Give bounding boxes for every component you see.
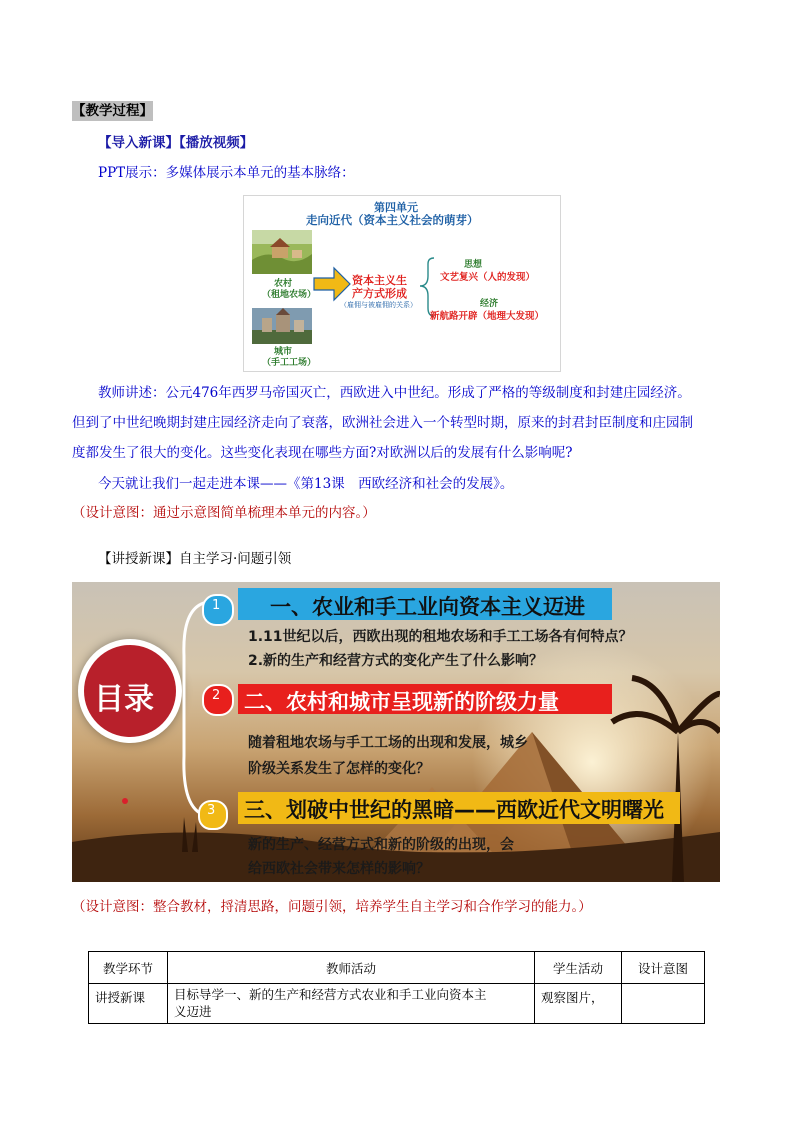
catalog-title: 目录 (94, 682, 154, 717)
section-heading: 【教学过程】 (72, 103, 153, 119)
table-header-row (89, 952, 705, 984)
diagram-connectors (312, 256, 532, 336)
item-2-title: 二、农村和城市呈现新的阶级力量 (244, 690, 559, 714)
item-1-title: 一、农业和手工业向资本主义迈进 (270, 595, 585, 619)
intro-heading (98, 133, 253, 153)
table-row (89, 984, 705, 1024)
lesson-table (88, 951, 705, 1024)
unit-diagram (243, 195, 561, 372)
header-teacher: 教师活动 (168, 952, 535, 984)
item-2-question-1: 随着租地农场与手工工场的出现和发展，城乡 (248, 735, 528, 751)
diagram-economy-head: 经济 (480, 299, 499, 309)
intro-label-video: 【播放视频】 (179, 135, 254, 151)
diagram-town-sub: （手工工场） (262, 358, 317, 368)
cell-student: 观察图片， (535, 984, 622, 1024)
decor-dot (122, 798, 128, 804)
ppt-line: PPT展示：多媒体展示本单元的基本脉络： (98, 165, 355, 181)
item-1-question-2: 2.新的生产和经营方式的变化产生了什么影响？ (248, 653, 544, 669)
diagram-arrow (314, 268, 350, 300)
design-note-2: （设计意图：整合教材，捋清思路，问题引领，培养学生自主学习和合作学习的能力。） (72, 899, 592, 915)
cell-teacher (168, 984, 535, 1024)
item-1-question-1: 1.11世纪以后，西欧出现的租地农场和手工工场各有何特点？ (248, 629, 633, 645)
diagram-village-label: 农村 (274, 279, 293, 289)
item-2-number: 2 (212, 688, 221, 703)
new-lesson-heading: 【讲授新课】自主学习·问题引领 (98, 551, 292, 567)
item-1-number: 1 (212, 598, 221, 613)
diagram-center-line1: 资本主义生 (352, 274, 407, 287)
teacher-talk-line3: 度都发生了很大的变化。这些变化表现在哪些方面?对欧洲以后的发展有什么影响呢? (72, 445, 573, 461)
diagram-new-routes: 新航路开辟（地理大发现） (430, 311, 545, 322)
item-3-question-2: 给西欧社会带来怎样的影响？ (248, 861, 430, 877)
teacher-talk-line4: 今天就让我们一起走进本课——《第13课 西欧经济和社会的发展》。 (98, 476, 514, 492)
design-note-1: （设计意图：通过示意图简单梳理本单元的内容。） (72, 505, 376, 521)
diagram-unit: 第四单元 (374, 201, 418, 214)
cell-intent (622, 984, 705, 1024)
item-2-question-2: 阶级关系发生了怎样的变化？ (248, 761, 430, 777)
item-3-question-1: 新的生产、经营方式和新的阶级的出现，会 (248, 837, 514, 853)
item-3-number: 3 (207, 803, 216, 818)
village-image (252, 230, 312, 274)
intro-label-new-lesson: 【导入新课】 (98, 135, 179, 151)
town-image (252, 308, 312, 344)
header-student: 学生活动 (535, 952, 622, 984)
header-intent: 设计意图 (622, 952, 705, 984)
header-stage: 教学环节 (89, 952, 168, 984)
diagram-thought-head: 思想 (464, 260, 483, 270)
cell-teacher-line1: 目标导学一、新的生产和经营方式农业和手工业向资本主 (174, 987, 487, 1002)
teacher-talk-line2: 但到了中世纪晚期封建庄园经济走向了衰落，欧洲社会进入一个转型时期，原来的封君封臣制度和庄园制 (72, 415, 693, 431)
diagram-unit-title: 走向近代（资本主义社会的萌芽） (306, 213, 479, 227)
diagram-renaissance: 文艺复兴（人的发现） (440, 272, 536, 283)
diagram-village-sub: （租地农场） (262, 290, 317, 300)
cell-stage: 讲授新课 (89, 984, 168, 1024)
cell-teacher-line2: 义迈进 (174, 1004, 212, 1019)
diagram-town-label: 城市 (274, 347, 293, 357)
diagram-center-sub: （雇佣与被雇佣的关系） (340, 301, 417, 309)
item-3-title: 三、划破中世纪的黑暗——西欧近代文明曙光 (244, 798, 664, 822)
catalog-slide (72, 582, 720, 882)
teacher-talk-line1: 教师讲述：公元476年西罗马帝国灭亡，西欧进入中世纪。形成了严格的等级制度和封建庄园经济。 (98, 385, 691, 401)
diagram-center-line2: 产方式形成 (352, 287, 407, 300)
